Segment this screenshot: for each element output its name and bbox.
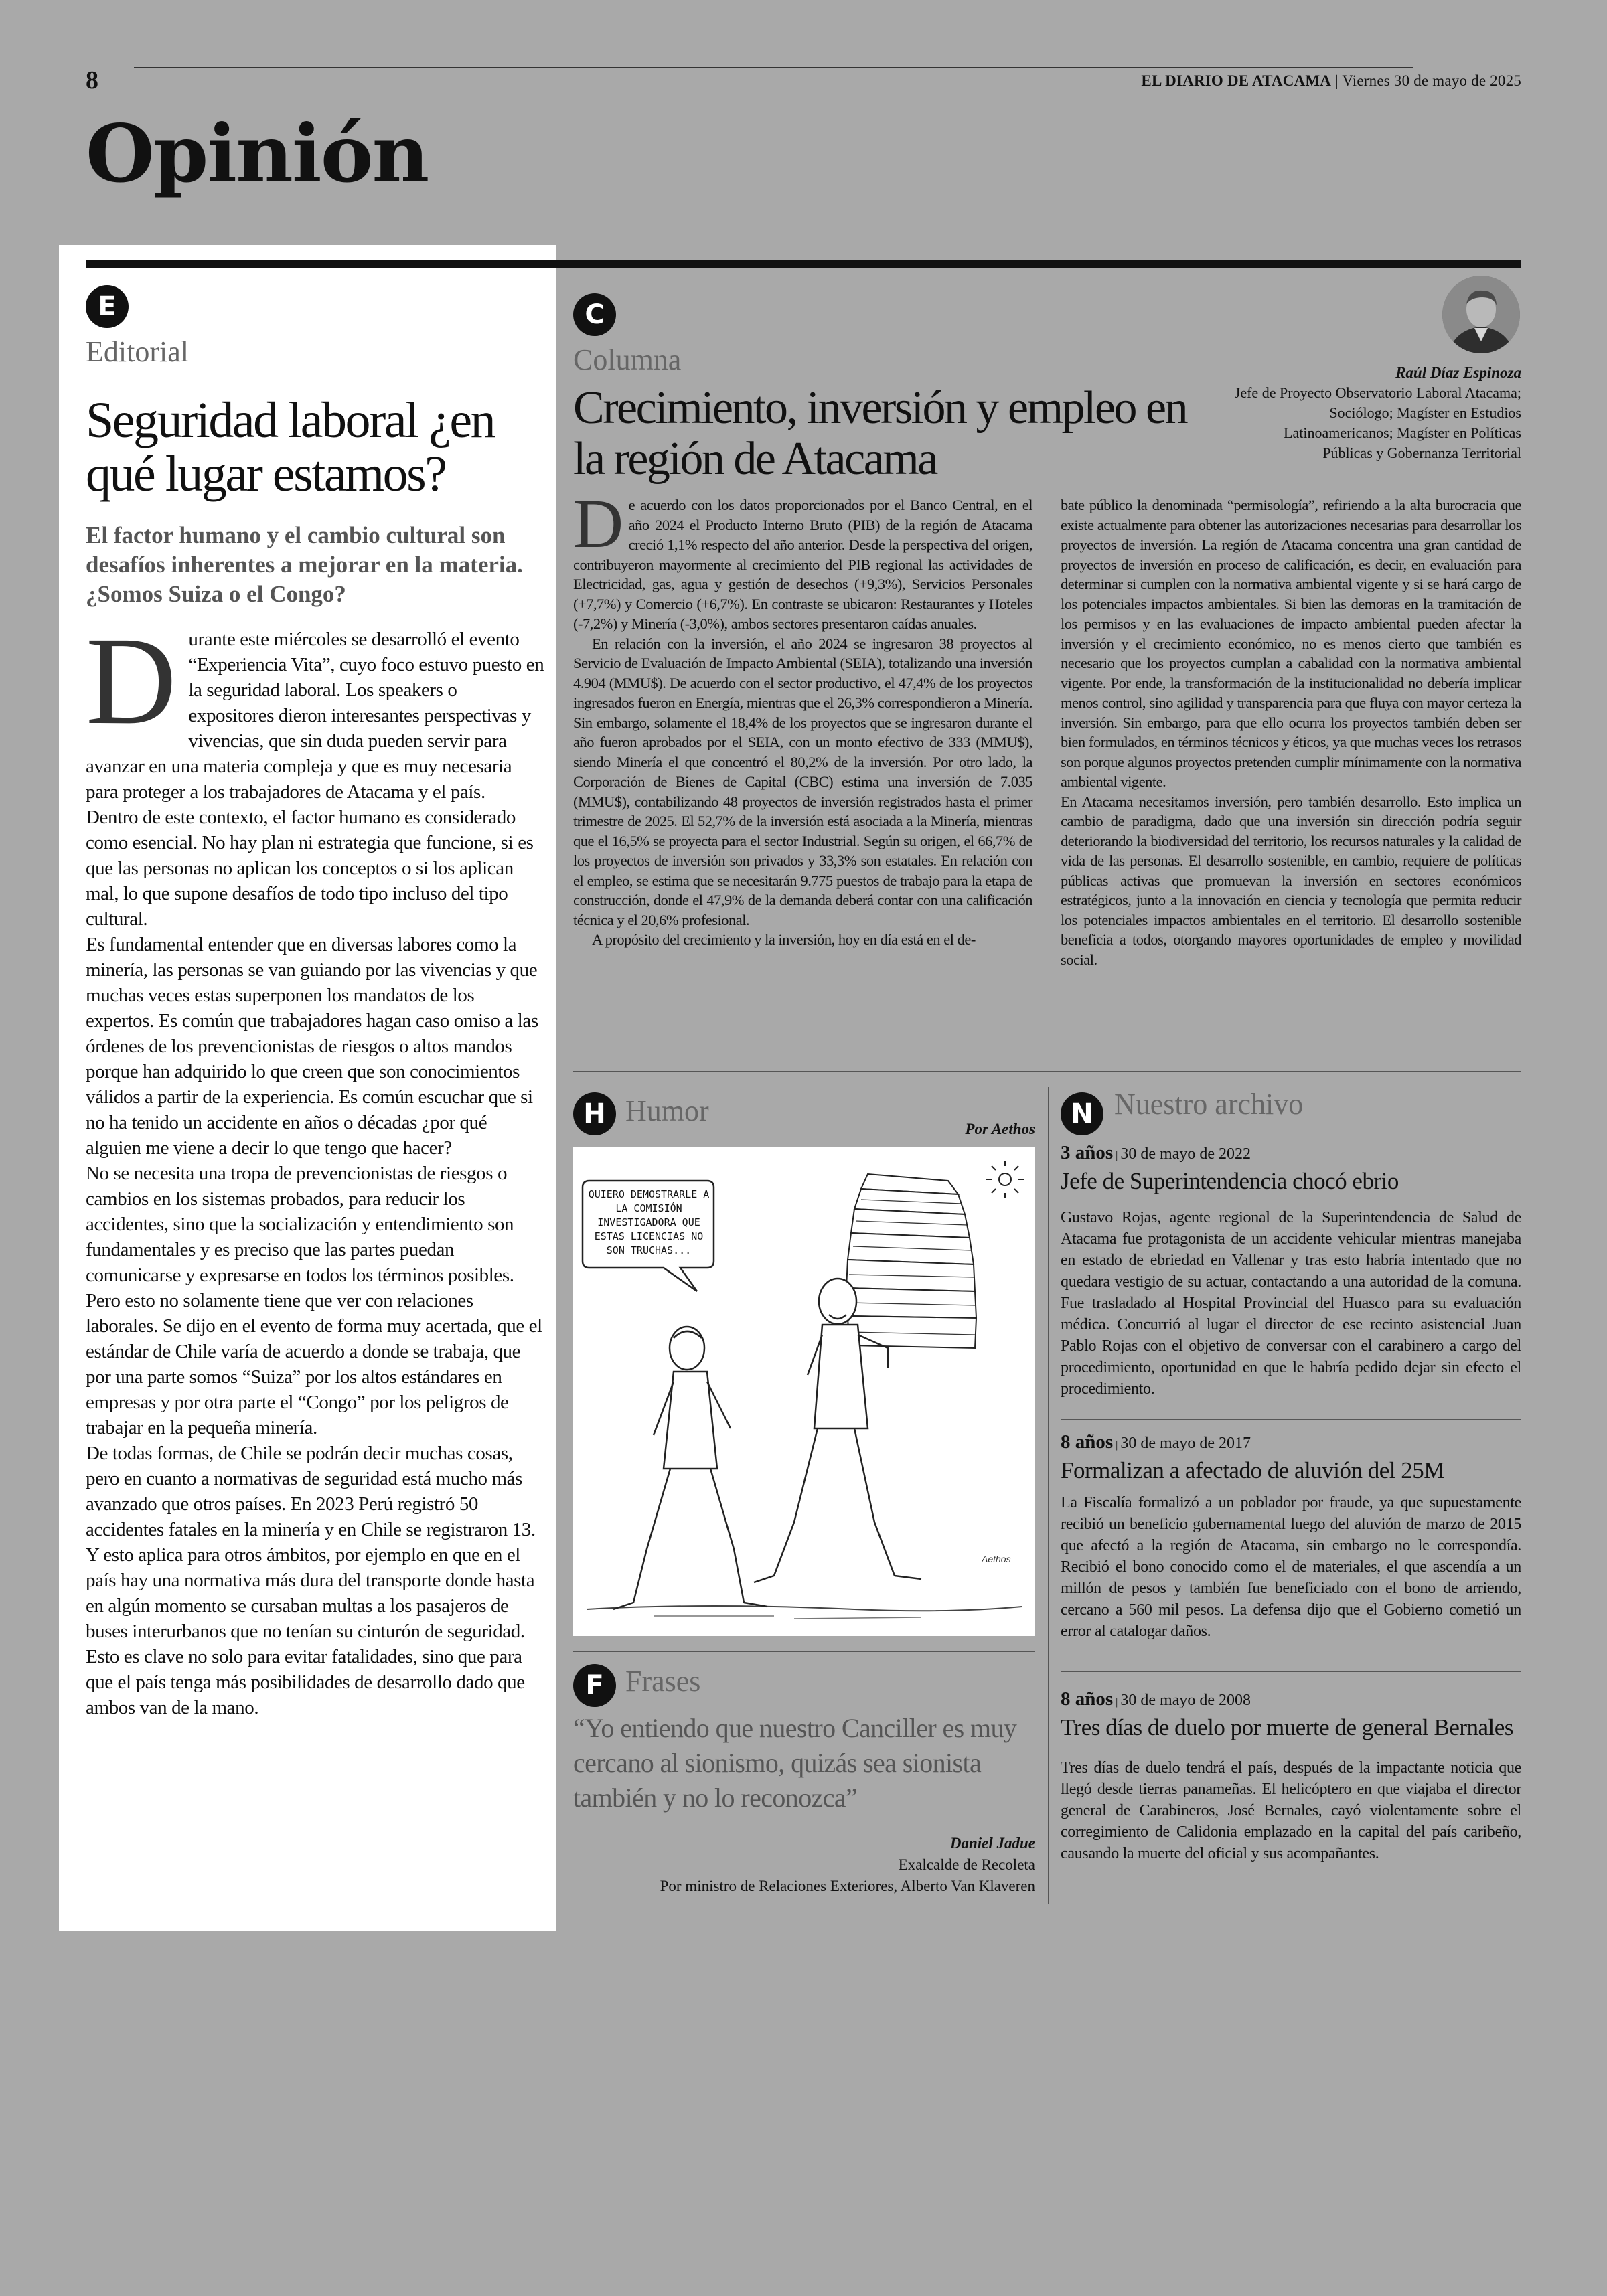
frases-attribution: [573, 1833, 1035, 1897]
column-paragraph: e acuerdo con los datos proporcionados por el Banco Central, en el año 2024 el Producto Interno Bruto (PIB) de la región de Atacama creció 1,1% respecto del año anterior. Desde la perspectiva del origen, contribuyeron mayormente al crecimiento del PIB regional las actividades de Electricidad, gas, agua y gestión de desechos (+9,3%), Servicios Personales (+7,7%) y Comercio (+6,7%). En contraste se ubicaron: Restaurantes y Hoteles (-7,2%) y Minería (-3,0%), ambos sectores presentaron caídas anuales.: [573, 497, 1032, 632]
archive-item: 8 años | 30 de mayo de 2017 Formalizan a afectado de aluvión del 25M La Fiscalía formalizó a un poblador por fraude, ya que supuestamente recibió un beneficio gubernamental luego del aluvión de marzo de 2015 que afectó a la región de Atacama, sin embargo no le correspondía. Recibió el bono conocido como el de materiales, el que ascendía a un millón de pesos y también fue beneficiado con el bono de arriendo, cercano a 560 mil pesos. La defensa dijo que el Gobierno cometió un error al catalogar daños.: [1061, 1431, 1521, 1642]
editorial-paragraph: Es fundamental entender que en diversas labores como la minería, las personas se van guiando por las vivencias y que muchas veces estas superponen los mandatos de los expertos. Es común que trabajadores hagan caso omiso a las órdenes de los prevencionistas de riesgos o altos mandos porque han adquirido lo que creen que son conocimientos válidos a partir de la experiencia. Es común escuchar que si no ha tenido un accidente en años o décadas ¿por qué alguien me viene a decir lo que tengo que hacer?: [86, 934, 538, 1159]
column-paragraph: A propósito del crecimiento y la inversión, hoy en día está en el de-: [592, 931, 976, 948]
frases-role: Exalcalde de Recoleta: [898, 1856, 1035, 1873]
editorial-paragraph: Y esto aplica para otros ámbitos, por ejemplo en que en el país hay una normativa más dura del transporte donde hasta en algún momento se cursaban multas a los pasajeros de buses interurbanos que no tenían su cinturón de seguridad.: [86, 1544, 535, 1642]
humor-badge: H: [573, 1092, 616, 1135]
humor-bottom-rule: [573, 1651, 1035, 1652]
column-text-right: [1061, 495, 1521, 969]
author-bio: Jefe de Proyecto Observatorio Laboral Atacama; Sociólogo; Magíster en Estudios Latinoamericanos; Magíster en Políticas Públicas y Gobernanza Territorial: [1234, 384, 1521, 461]
archive-item: 3 años | 30 de mayo de 2022 Jefe de Superintendencia chocó ebrio Gustavo Rojas, agente regional de la Superintendencia de Salud de Atacama fue protagonista de un accidente vehicular mientras manejaba en estado de ebriedad en Vallenar y tras esto habría intentado que no quedara vestigio de su actuar, contactando a una autoridad de la comuna. Fue trasladado al Hospital Provincial del Huasco para su evaluación médica. Concurrió al lugar el director de ese recinto asistencial Juan Pablo Rojas con el objetivo de conversar con el carabinero a cargo del procedimiento, oportunidad en que le habría pedido dejar sin efecto el procedimiento.: [1061, 1142, 1521, 1400]
section-rule: [86, 260, 1521, 268]
archive-date: 30 de mayo de 2008: [1120, 1692, 1251, 1709]
archive-date: 30 de mayo de 2017: [1120, 1434, 1251, 1452]
editorial-paragraph: Pero esto no solamente tiene que ver con relaciones laborales. Se dijo en el evento de forma muy acertada, que el estándar de Chile varía de acuerdo a donde se trabaja, que por una parte somos “Suiza” por los altos estándares en empresas y por otra parte el “Congo” por los peligros de trabajar en la pequeña minería.: [86, 1290, 542, 1439]
editorial-dropcap: D: [86, 610, 177, 750]
column-paragraph: En relación con la inversión, el año 2024 se ingresaron 38 proyectos al Servicio de Evaluación de Impacto Ambiental (SEIA), totalizando una inversión 4.904 (MMU$). De acuerdo con el sector productivo, el 47,4% de los proyectos ingresados fueron en Energía, mientras que el 26,3% correspondieron a Minería. Sin embargo, solamente el 18,4% de los proyectos que se ingresaron durante el año fueron aprobados por el SEIA, con un monto efectivo de 333 (MMU$), siendo Minería el que concentró el 80,2% de la inversión. Por otro lado, la Corporación de Bienes de Capital (CBC) estima una inversión de 7.035 (MMU$), contabilizando 48 proyectos de inversión registrados hasta el primer trimestre de 2025. El 52,7% de la inversión está asociada a la Minería, mientras que el 16,5% se proyecta para el sector Industrial. Según su origen, el 66,7% de los proyectos de inversión son privados y 33,3% son estatales. En relación con el empleo, se estima que se necesitarán 9.775 puestos de trabajo para la etapa de construcción, donde el 47,9% de la demanda deberá contar con una calificación técnica y el 20,6% profesional.: [573, 635, 1032, 928]
archive-years: 8 años: [1061, 1688, 1114, 1710]
archive-body: Gustavo Rojas, agente regional de la Superintendencia de Salud de Atacama fue protagonista de un accidente vehicular mientras manejaba en estado de ebriedad en Vallenar y tras esto habría intentado que no quedara vestigio de su actuar, contactando a una autoridad de la comuna. Fue trasladado al Hospital Provincial del Huasco para su evaluación médica. Concurrió al lugar el director de ese recinto asistencial Juan Pablo Rojas con el objetivo de conversar con el carabinero a cargo del procedimiento, oportunidad en que le habría pedido dejar sin efecto el procedimiento.: [1061, 1209, 1521, 1398]
editorial-badge: E: [86, 285, 129, 328]
section-title: Opinión: [86, 107, 429, 200]
editorial-kicker: Editorial: [86, 335, 189, 368]
archive-body: Tres días de duelo tendrá el país, después de la impactante noticia que llegó desde tierras panameñas. El helicóptero en que viajaba el director general de Carabineros, José Bernales, cayó violentamente sobre el corregimiento de Calidonia emplazado en la capital del país caribeño, causando la muerte del oficial y sus acompañantes.: [1061, 1759, 1521, 1862]
issue-date: Viernes 30 de mayo de 2025: [1342, 72, 1521, 89]
frases-kicker: Frases: [625, 1665, 701, 1698]
frases-quote: “Yo entiendo que nuestro Canciller es muy cercano al sionismo, quizás sea sionista también y no lo reconozca”: [573, 1713, 1017, 1813]
frases-badge: F: [573, 1664, 616, 1707]
lower-vertical-rule: [1048, 1087, 1049, 1904]
top-rule: [134, 67, 1413, 68]
artist-signature: Aethos: [982, 1554, 1011, 1564]
author-photo: [1441, 274, 1521, 355]
humor-cartoon: [573, 1147, 1035, 1636]
column-paragraph: En Atacama necesitamos inversión, pero también desarrollo. Esto implica un cambio de paradigma, dado que una inversión sin dirección podría seguir deteriorando la biodiversidad del territorio, los recursos naturales y la calidad de vida de las personas. El desarrollo sostenible, en cambio, requiere de políticas públicas activas que promuevan la inversión en sectores económicos estratégicos, junto a la innovación en ciencia y tecnología que permita reducir los potenciales impactos ambientales en el territorio. El desarrollo sostenible beneficia a todos, otorgando mayores oportunidades de empleo y movilidad social.: [1061, 793, 1521, 968]
archive-title: Tres días de duelo por muerte de general Bernales: [1061, 1714, 1513, 1740]
frases-name: Daniel Jadue: [949, 1835, 1035, 1852]
archive-date: 30 de mayo de 2022: [1120, 1145, 1251, 1163]
frases-context: Por ministro de Relaciones Exteriores, Alberto Van Klaveren: [660, 1878, 1035, 1894]
humor-byline: Por Aethos: [965, 1121, 1035, 1137]
humor-kicker: Humor: [625, 1094, 709, 1127]
column-dropcap: D: [573, 485, 623, 562]
archive-body: La Fiscalía formalizó a un poblador por fraude, ya que supuestamente recibió un beneficio gubernamental luego del aluvión de marzo de 2015 que afectó a la región de Atacama, sin embargo no le correspondía. Recibió el bono conocido como el de materiales, el que ascendía a un millón de pesos y también fue beneficiado con el bono de arriendo, cercano a 560 mil pesos. La defensa dijo que el Gobierno cometió un error al catalogar daños.: [1061, 1494, 1521, 1640]
archive-years: 8 años: [1061, 1431, 1114, 1453]
masthead-line: EL DIARIO DE ATACAMA | Viernes 30 de mayo de 2025: [1141, 72, 1521, 89]
archive-kicker: Nuestro archivo: [1114, 1088, 1304, 1121]
cartoon-speech-text: QUIERO DEMOSTRARLE A LA COMISIÓN INVESTIGADORA QUE ESTAS LICENCIAS NO SON TRUCHAS...: [588, 1188, 710, 1256]
archive-years: 3 años: [1061, 1142, 1114, 1163]
editorial-paragraph: Dentro de este contexto, el factor humano es considerado como esencial. No hay plan ni estrategia que funcione, si es que las personas no aplican los conceptos o si los aplican mal, lo que supone desafíos de todo tipo incluso del tipo cultural.: [86, 807, 534, 930]
column-text-left: [573, 485, 1032, 950]
author-name: Raúl Díaz Espinoza: [1395, 364, 1521, 381]
editorial-paragraph: Esto es clave no solo para evitar fatalidades, sino que para que el país tenga más posibilidades de desarrollo dado que ambos van de la mano.: [86, 1646, 525, 1718]
archive-item: 8 años | 30 de mayo de 2008 Tres días de duelo por muerte de general Bernales Tres días de duelo tendrá el país, después de la impactante noticia que llegó desde tierras panameñas. El helicóptero en que viajaba el director general de Carabineros, José Bernales, cayó violentamente sobre el corregimiento de Calidonia emplazado en la capital del país caribeño, causando la muerte del oficial y sus acompañantes.: [1061, 1688, 1521, 1864]
column-paragraph: bate público la denominada “permisología”, refiriendo a la alta burocracia que existe actualmente para obtener las autorizaciones necesarias para desarrollar los proyectos de inversión. La región de Atacama concentra una gran cantidad de proyectos de inversión en proceso de calificación, es decir, en evaluación para determinar si cumplen con la normativa ambiental vigente y si se hará cargo de los potenciales impactos ambientales. Si bien las demoras en la tramitación de los permisos y en las evaluaciones de impacto ambiental pueden afectar la inversión y el crecimiento económico, no es menos cierto que también es necesario que los proyectos cumplan a cabalidad con la normativa ambiental vigente. Por ende, la transformación de la institucionalidad no debería implicar menos control, sino agilidad y transparencia para que fluya con mayor certeza la inversión. Sin embargo, para que ello ocurra los proyectos también deben ser bien formulados, en términos técnicos y éticos, ya que muchas veces los retrasos son porque algunos proyectos pretenden cumplir mínimamente con la normativa ambiental vigente.: [1061, 497, 1521, 790]
archive-title: Formalizan a afectado de aluvión del 25M: [1061, 1457, 1444, 1483]
column-author: [1232, 363, 1521, 463]
archive-badge: N: [1061, 1092, 1103, 1135]
editorial-deck: El factor humano y el cambio cultural son desafíos inherentes a mejorar en la materia. ¿Somos Suiza o el Congo?: [86, 522, 523, 607]
archive-title: Jefe de Superintendencia chocó ebrio: [1061, 1168, 1399, 1194]
column-badge: C: [573, 293, 616, 336]
column-bottom-rule: [573, 1071, 1521, 1072]
column-kicker: Columna: [573, 343, 682, 376]
sun-icon: [986, 1161, 1024, 1198]
newspaper-name: EL DIARIO DE ATACAMA: [1141, 72, 1332, 89]
column-title: Crecimiento, inversión y empleo en la región de Atacama: [573, 382, 1187, 485]
editorial-title: Seguridad laboral ¿en qué lugar estamos?: [86, 392, 495, 502]
page-number: 8: [86, 66, 98, 94]
archive-rule: [1061, 1419, 1521, 1420]
editorial-paragraph: No se necesita una tropa de prevencionistas de riesgos o cambios en los sistemas probados, para reducir los accidentes, sino que la socialización y entendimiento son fundamentales y es preciso que las partes puedan comunicarse y expresarse en todos los términos posibles.: [86, 1163, 514, 1286]
editorial-body: [86, 610, 546, 1720]
editorial-paragraph: De todas formas, de Chile se podrán decir muchas cosas, pero en cuanto a normativas de seguridad está mucho más avanzado que otros países. En 2023 Perú registró 50 accidentes fatales en la minería y en Chile se registraron 13.: [86, 1443, 536, 1540]
archive-rule: [1061, 1671, 1521, 1672]
editorial-paragraph: urante este miércoles se desarrolló el evento “Experiencia Vita”, cuyo foco estuvo puesto en la seguridad laboral. Los speakers o expositores dieron interesantes perspectivas y vivencias, que sin duda pueden servir para avanzar en una materia compleja y que es muy necesaria para proteger a los trabajadores de Atacama y el país.: [86, 629, 544, 803]
